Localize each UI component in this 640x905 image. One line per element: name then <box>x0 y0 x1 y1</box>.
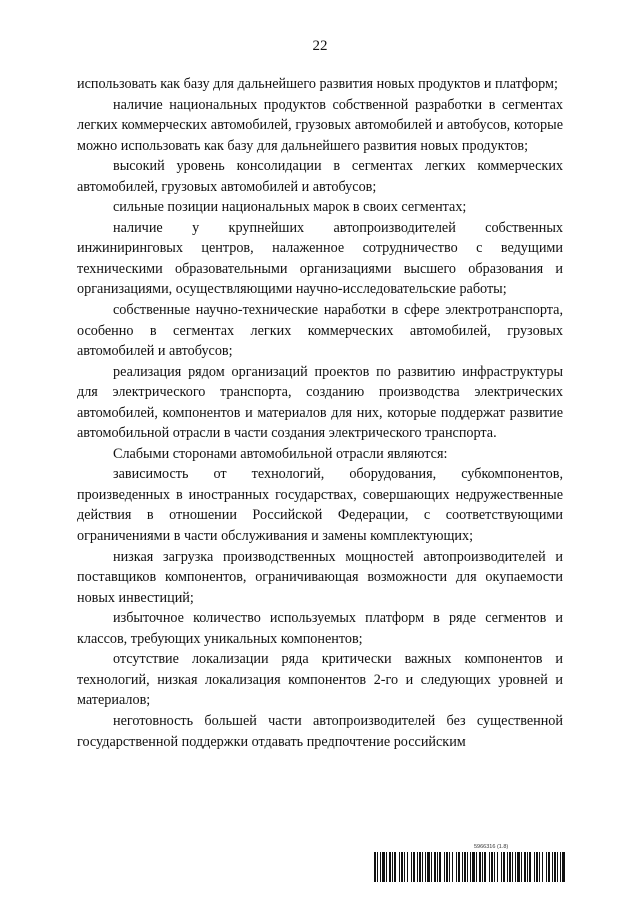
page-number: 22 <box>312 38 328 54</box>
paragraph: Слабыми сторонами автомобильной отрасли являются: <box>113 445 448 462</box>
barcode-icon <box>374 852 566 882</box>
paragraph: собственные научно-технические наработки в сфере электротранспорта, особенно в сегментах легких коммерческих автомобилей, грузовых автомобилей и автобусов; <box>77 302 563 360</box>
paragraph: наличие национальных продуктов собственной разработки в сегментах легких коммерческих автомобилей, грузовых автомобилей и автобусов, которые можно использовать как базу для дальнейшего развития новых продуктов; <box>77 96 563 154</box>
paragraph: реализация рядом организаций проектов по развитию инфраструктуры для электрического транспорта, созданию производства электрических автомобилей, компонентов и материалов для них, которые поддержат развитие автомобильной отрасли в части создания электрического транспорта. <box>77 363 563 442</box>
paragraph: использовать как базу для дальнейшего развития новых продуктов и платформ; <box>77 76 558 92</box>
paragraph: отсутствие локализации ряда критически важных компонентов и технологий, низкая локализация компонентов 2-го и следующих уровней и материалов; <box>77 651 563 709</box>
paragraph: высокий уровень консолидации в сегментах легких коммерческих автомобилей, грузовых автомобилей и автобусов; <box>77 158 563 195</box>
paragraph: избыточное количество используемых платформ в ряде сегментов и классов, требующих уникальных компонентов; <box>77 610 563 647</box>
paragraph: неготовность большей части автопроизводителей без существенной государственной поддержки отдавать предпочтение российским <box>77 712 563 750</box>
barcode-caption: 5966316 (1.8) <box>474 844 509 850</box>
paragraph: сильные позиции национальных марок в своих сегментах; <box>113 199 467 216</box>
paragraph: зависимость от технологий, оборудования, субкомпонентов, произведенных в иностранных государствах, совершающих недружественные действия в отношении Российской Федерации, с соответствующими ограничениями в части обслуживания и замены комплектующих; <box>77 466 563 545</box>
paragraph: наличие у крупнейших автопроизводителей собственных инжиниринговых центров, налаженное сотрудничество с ведущими техническими образовательными организациями высшего образования и организациями, осуществляющими научно-исследовательские работы; <box>77 219 563 298</box>
body-text <box>77 74 563 752</box>
paragraph: низкая загрузка производственных мощностей автопроизводителей и поставщиков компонентов, ограничивающая возможности для окупаемости новых инвестиций; <box>77 548 563 606</box>
